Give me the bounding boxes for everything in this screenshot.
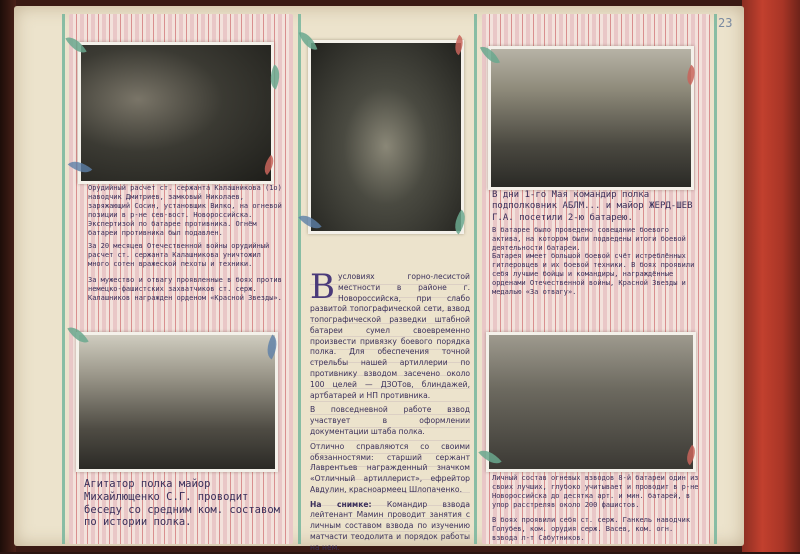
caption-battery-visit: В дни 1-го Мая командир полка подполковник АБЛМ... и майор ЖЕРД-ШЕВ Г.А. посетили 2-ю батарею. — [492, 190, 693, 223]
album-red-spine — [742, 0, 800, 552]
caption-fire-platoons-heroes: В боях проявили себя ст. серж. Ганкель наводчик Голубев, ком. орудия серж. Васев, ком. огн. взвода л-т Сабутников. — [492, 516, 691, 543]
page-number: 23 — [718, 16, 733, 30]
center-text-block — [310, 267, 470, 552]
photo-fire-platoons — [486, 332, 696, 472]
snapshot-text: Командир взвода лейтенант Мамин проводит занятия с личным составом взвода по изучению матчасти теодолита и порядок работы на нем. — [310, 499, 470, 552]
snapshot-label: На снимке: — [310, 499, 372, 509]
caption-battery-meeting: В батарее было проведено совещание боевого актива, на котором были подведены итоги боевой деятельности батареи. — [492, 226, 686, 253]
caption-agitator: Агитатор полка майор Михайлющенко С.Г. проводит беседу со средним ком. составом по истории полка. — [84, 478, 280, 529]
album-page — [14, 6, 744, 552]
caption-gun-crew-award: За мужество и отвагу проявленные в боях против немецко-фашистских захватчиков ст. серж. Калашников награжден орденом «Красной Звезды». — [88, 276, 282, 303]
center-paragraph-work: В повседневной работе взвод участвует в оформлении документации штаба полка. — [310, 405, 470, 436]
photo-battery-visit — [488, 46, 694, 190]
drop-cap-letter: В — [310, 267, 335, 307]
caption-gun-crew: Орудийный расчет ст. сержанта Калашникова (1о) наводчик Дмитриев, замковый Николаев, заряжающий Сосин, установщик Вилко, на огневой позиции в р-не сев-вост. Новороссийска. Экспертизой по батарее противника. Огнём батареи противника был подавлен. — [88, 184, 282, 238]
photo-topographic-platoon — [308, 40, 464, 234]
photo-gun-crew — [78, 42, 274, 184]
center-paragraph-best: Отлично справляются со своими обязанностями: старший сержант Лаврентьев награжденный значком «Отличный артиллерист», ефрейтор Авдулин, красноармеец Шлопаченко. — [310, 441, 470, 494]
center-paragraph-intro: условиях горно-лесистой местности в районе г. Новороссийска, при слабо развитой топографической сети, взвод топографической разведки штабной батареи сумел своевременно произвести привязку боевого порядка полка. Для обеспечения точной стрельбы нашей артиллерии по противнику взводом засечено около 100 целей — ДЗОТов, блиндажей, артбатарей и НП противника. — [310, 272, 470, 400]
caption-gun-crew-record: За 20 месяцев Отечественной войны орудийный расчет ст. сержанта Калашникова уничтожил много сотен вражеской пехоты и техники. — [88, 242, 270, 269]
caption-fire-platoons: Личный состав огневых взводов 8-й батареи один из своих лучших, глубоко учитывает и проводит в р-не Новороссийска до десятка арт. и мин. батарей, в упор расстреляв около 200 фашистов. — [492, 474, 699, 510]
green-border-line — [298, 14, 301, 544]
center-paragraph-snapshot — [310, 500, 470, 554]
caption-battery-record: Батарея имеет большой боевой счёт истреблённых гитлеровцев и их боевой техники. В боях проявили себя лучшие бойцы и командиры, награждённые орденами Отечественной войны, Красной Звезды и медалью «За отвагу». — [492, 252, 695, 297]
green-border-line — [474, 14, 477, 544]
green-border-line — [62, 14, 65, 544]
green-border-line — [714, 14, 717, 544]
photo-agitator-talk — [76, 332, 278, 472]
